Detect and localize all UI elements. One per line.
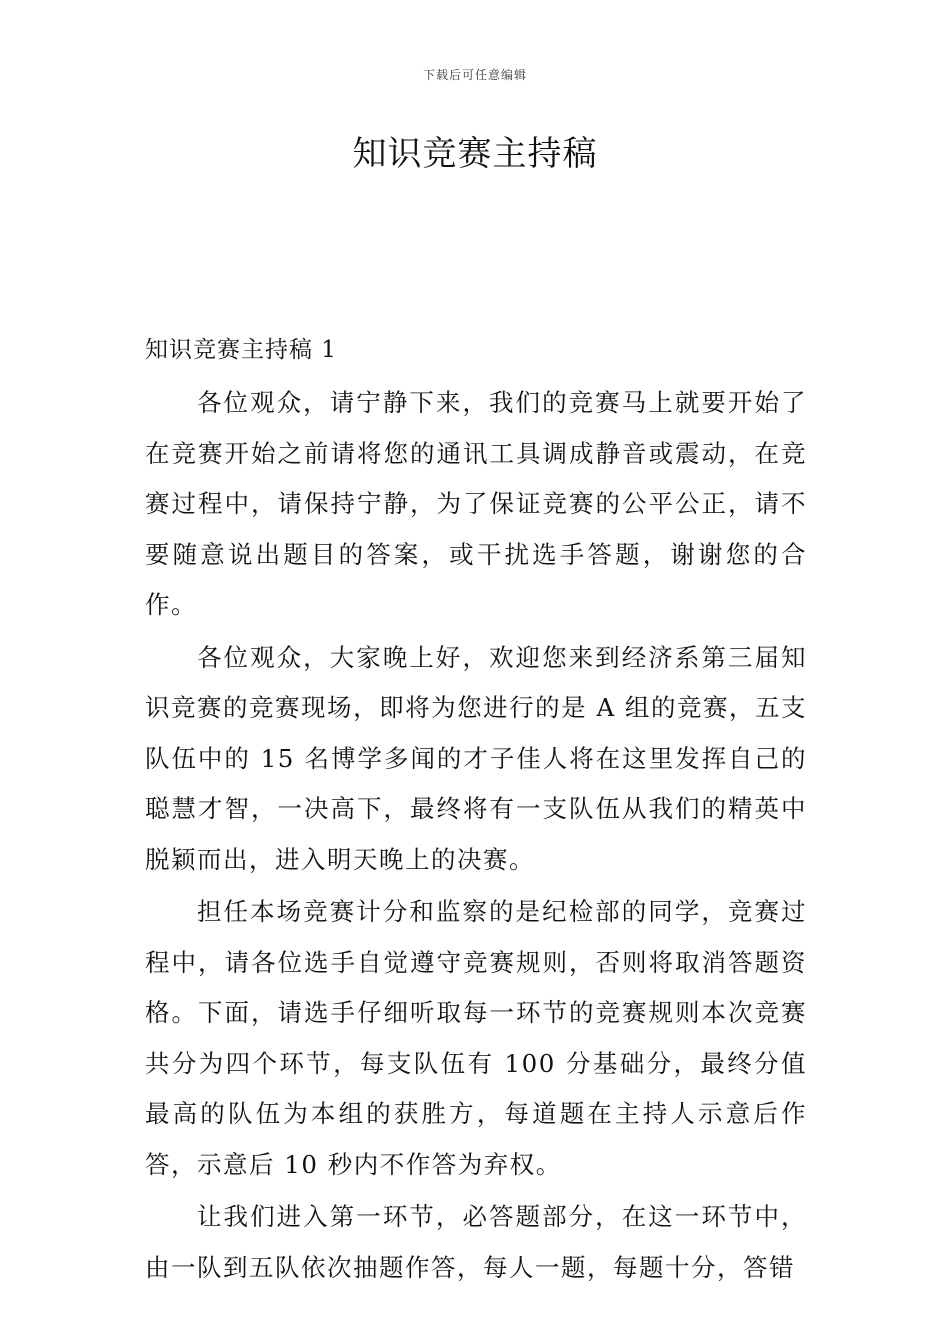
paragraph: 各位观众，请宁静下来，我们的竞赛马上就要开始了在竞赛开始之前请将您的通讯工具调成静音或震动，在竞赛过程中，请保持宁静，为了保证竞赛的公平公正，请不要随意说出题目的答案，或干扰选手答题，谢谢您的合作。 xyxy=(145,388,807,619)
paragraph: 让我们进入第一环节，必答题部分，在这一环节中，由一队到五队依次抽题作答，每人一题，每题十分，答错 xyxy=(145,1202,807,1282)
document-title: 知识竞赛主持稿 xyxy=(352,134,598,174)
section-heading: 知识竞赛主持稿 1 xyxy=(145,337,337,363)
header-note: 下载后可任意编辑 xyxy=(422,68,527,82)
paragraph: 担任本场竞赛计分和监察的是纪检部的同学，竞赛过程中，请各位选手自觉遵守竞赛规则，否则将取消答题资格。下面，请选手仔细听取每一环节的竞赛规则本次竞赛共分为四个环节，每支队伍有 100 分基础分，最终分值最高的队伍为本组的获胜方，每道题在主持人示意后作答，示意后 10 秒内不作答为弃权。 xyxy=(145,897,807,1179)
document-body xyxy=(145,328,807,1295)
paragraph: 各位观众，大家晚上好，欢迎您来到经济系第三届知识竞赛的竞赛现场，即将为您进行的是 A 组的竞赛，五支队伍中的 15 名博学多闻的才子佳人将在这里发挥自己的聪慧才智，一决高下，最终将有一支队伍从我们的精英中脱颖而出，进入明天晚上的决赛。 xyxy=(145,642,807,874)
